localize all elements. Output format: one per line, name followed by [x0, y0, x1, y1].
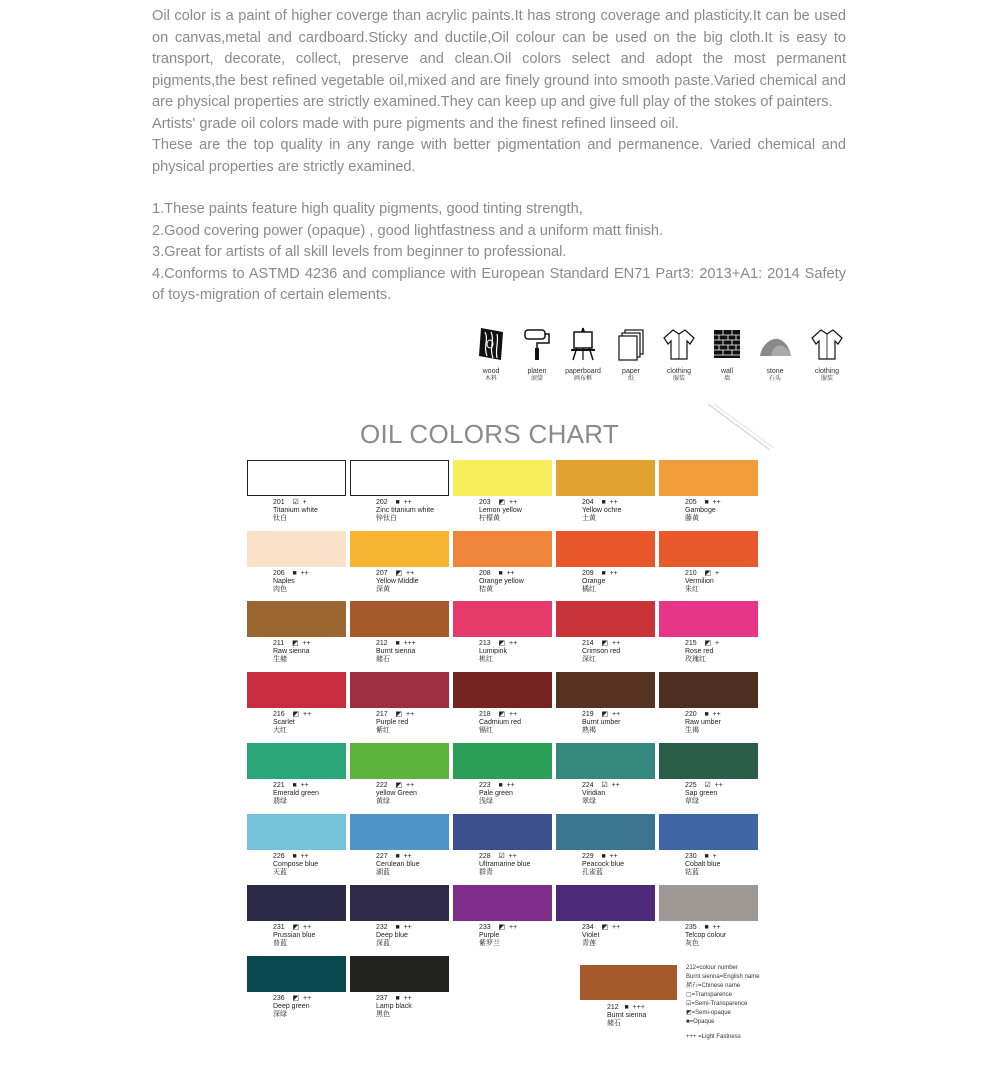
color-label: 211 ◩ ++ Raw sienna 生赭 — [273, 640, 311, 663]
color-label: 203 ◩ ++ Lemon yellow 柠檬黄 — [479, 499, 522, 522]
color-swatch — [556, 531, 655, 567]
paper-icon — [613, 326, 649, 362]
color-label: 212 ■ +++ Burnt sienna 赭石 — [376, 640, 416, 663]
surface-icons — [468, 326, 853, 386]
color-label: 205 ■ ++ Gamboge 藤黄 — [685, 499, 721, 522]
color-label: 206 ■ ++ Naples 肉色 — [273, 570, 309, 593]
color-swatch — [659, 531, 758, 567]
color-swatch — [350, 743, 449, 779]
color-label: 201 ☑ + Titanium white 钛白 — [273, 499, 318, 522]
decorative-lines — [708, 404, 778, 454]
color-swatch — [659, 814, 758, 850]
clothing-icon — [661, 326, 697, 362]
intro-paragraph: Oil color is a paint of higher coverge than acrylic paints.It has strong coverage and plasticity.It can be used on canvas,metal and cardboard.Sticky and ductile,Oil colour can be used on the big cloth.It is easy to transport, decorate, collect, preserve and clean.Oil colors select and adopt the most permanent pigments,the best refined vegetable oil,mixed and are finely ground into smooth paste.Varied chemical and are physical properties are strictly examined.They can keep up and give full play of the stokes of painters. — [152, 8, 846, 110]
color-swatch — [556, 885, 655, 921]
color-swatch — [659, 885, 758, 921]
surface-clothing: clothing 服装 — [804, 326, 850, 383]
color-swatch — [350, 460, 449, 496]
surface-wood: wood 木料 — [468, 326, 514, 383]
color-label: 216 ◩ ++ Scarlet 大红 — [273, 711, 312, 734]
easel-icon — [565, 326, 601, 362]
color-label: 224 ☑ ++ Viridian 翠绿 — [582, 782, 620, 805]
legend-line: ☑=Semi-Transparence — [686, 1001, 748, 1007]
color-swatch — [247, 601, 346, 637]
stone-icon — [757, 326, 793, 362]
color-label: 226 ■ ++ Compose blue 天蓝 — [273, 853, 319, 876]
intro-paragraph: These are the top quality in any range with better pigmentation and permanence. Varied chemical and physical properties are strictly examined. — [152, 137, 846, 175]
color-label: 228 ☑ ++ Ultramarine blue 群青 — [479, 853, 531, 876]
color-label: 218 ◩ ++ Cadmium red 镉红 — [479, 711, 522, 734]
color-label: 237 ■ ++ Lamp black 黑色 — [376, 995, 412, 1018]
feature-item: 3.Great for artists of all skill levels from beginner to professional. — [152, 244, 567, 260]
color-swatch — [556, 672, 655, 708]
wood-icon — [473, 326, 509, 362]
surface-platen: platen 滚筒 — [514, 326, 560, 383]
color-label: 233 ◩ ++ Purple 紫罗兰 — [479, 924, 518, 947]
color-swatch — [247, 814, 346, 850]
color-swatch — [453, 672, 552, 708]
color-label: 235 ■ ++ Telcop colour 灰色 — [685, 924, 727, 947]
color-swatch — [247, 672, 346, 708]
color-swatch — [659, 601, 758, 637]
legend-line: ■=Opaque — [686, 1019, 715, 1025]
feature-item: 2.Good covering power (opaque) , good lightfastness and a uniform matt finish. — [152, 222, 664, 239]
legend-line: ▢=Transparence — [686, 992, 732, 998]
color-label: 214 ◩ ++ Crimson red 深红 — [582, 640, 621, 663]
color-label: 209 ■ ++ Orange 橘红 — [582, 570, 618, 593]
color-swatch — [659, 460, 758, 496]
color-label: 232 ■ ++ Deep blue 深蓝 — [376, 924, 412, 947]
legend-line: 212=colour number — [686, 965, 738, 971]
color-swatch — [350, 956, 449, 992]
color-label: 210 ◩ + Vermilion 朱红 — [685, 570, 720, 593]
feature-item: 4.Conforms to ASTMD 4236 and compliance with European Standard EN71 Part3: 2013+A1: 2014 Safety of toys-migration of certain elements. — [152, 265, 846, 303]
color-label: 222 ◩ ++ yellow Green 黄绿 — [376, 782, 417, 805]
color-label: 227 ■ ++ Cerulean blue 湖蓝 — [376, 853, 420, 876]
wall-icon — [709, 326, 745, 362]
legend-key — [686, 964, 760, 1042]
surface-wall: wall 墙 — [704, 326, 750, 383]
color-swatch — [659, 743, 758, 779]
color-swatch — [453, 601, 552, 637]
color-swatch — [247, 956, 346, 992]
color-label: 215 ◩ + Rose red 玫瑰红 — [685, 640, 720, 663]
color-label: 230 ■ + Cobalt blue 钴蓝 — [685, 853, 721, 876]
color-swatch — [556, 814, 655, 850]
color-swatch — [350, 531, 449, 567]
color-label: 217 ◩ ++ Purple red 紫红 — [376, 711, 415, 734]
color-swatch — [453, 460, 552, 496]
feature-item: 1.These paints feature high quality pigments, good tinting strength, — [152, 201, 583, 217]
legend-line: ◩=Semi-opaque — [686, 1010, 731, 1016]
color-label: 208 ■ ++ Orange yellow 桔黄 — [479, 570, 524, 593]
color-swatch — [659, 672, 758, 708]
legend-sample-label: 212 ■ +++ Burnt sienna 赭石 — [607, 1004, 647, 1027]
color-swatch — [247, 460, 346, 496]
color-swatch — [556, 743, 655, 779]
color-label: 219 ◩ ++ Burnt umber 熟褐 — [582, 711, 621, 734]
color-swatch — [453, 814, 552, 850]
surface-paperboard: paperboard 画布框 — [560, 326, 606, 383]
surface-paper: paper 纸 — [608, 326, 654, 383]
color-swatch — [350, 885, 449, 921]
intro-paragraph: Artists' grade oil colors made with pure pigments and the finest refined linseed oil. — [152, 115, 679, 132]
chart-title: OIL COLORS CHART — [360, 419, 620, 449]
legend-line: 赭石=Chinese name — [686, 983, 741, 989]
color-swatch — [350, 672, 449, 708]
color-label: 220 ■ ++ Raw umber 生褐 — [685, 711, 721, 734]
legend-line: Burnt sienna=English name — [686, 974, 760, 980]
color-label: 207 ◩ ++ Yellow Middle 深黄 — [376, 570, 419, 593]
roller-icon — [519, 326, 555, 362]
color-label: 236 ◩ ++ Deep green 深绿 — [273, 995, 312, 1018]
surface-stone: stone 石头 — [752, 326, 798, 383]
color-label: 221 ■ ++ Emerald green 翡绿 — [273, 782, 319, 805]
color-swatch — [247, 885, 346, 921]
surface-clothing: clothing 服装 — [656, 326, 702, 383]
color-swatch — [350, 814, 449, 850]
color-swatch — [453, 885, 552, 921]
color-label: 202 ■ ++ Zinc titanium white 锌钛白 — [376, 499, 434, 522]
color-label: 225 ☑ ++ Sap green 草绿 — [685, 782, 723, 805]
color-swatch — [247, 743, 346, 779]
color-label: 223 ■ ++ Pale green 浅绿 — [479, 782, 515, 805]
color-label: 234 ◩ ++ Violet 青莲 — [582, 924, 621, 947]
intro-text — [152, 6, 846, 307]
color-label: 204 ■ ++ Yellow ochre 土黄 — [582, 499, 622, 522]
legend-sample-swatch — [580, 965, 677, 1000]
color-swatch — [556, 601, 655, 637]
color-swatch — [453, 531, 552, 567]
legend-line: +++ =Light Fastness — [686, 1034, 741, 1040]
color-label: 213 ◩ ++ Lumipink 桃红 — [479, 640, 518, 663]
clothing-icon — [809, 326, 845, 362]
color-swatch — [556, 460, 655, 496]
color-label: 229 ■ ++ Peacock blue 孔雀蓝 — [582, 853, 625, 876]
color-label: 231 ◩ ++ Prussian blue 普蓝 — [273, 924, 316, 947]
color-swatch — [247, 531, 346, 567]
color-swatch — [453, 743, 552, 779]
color-swatch — [350, 601, 449, 637]
